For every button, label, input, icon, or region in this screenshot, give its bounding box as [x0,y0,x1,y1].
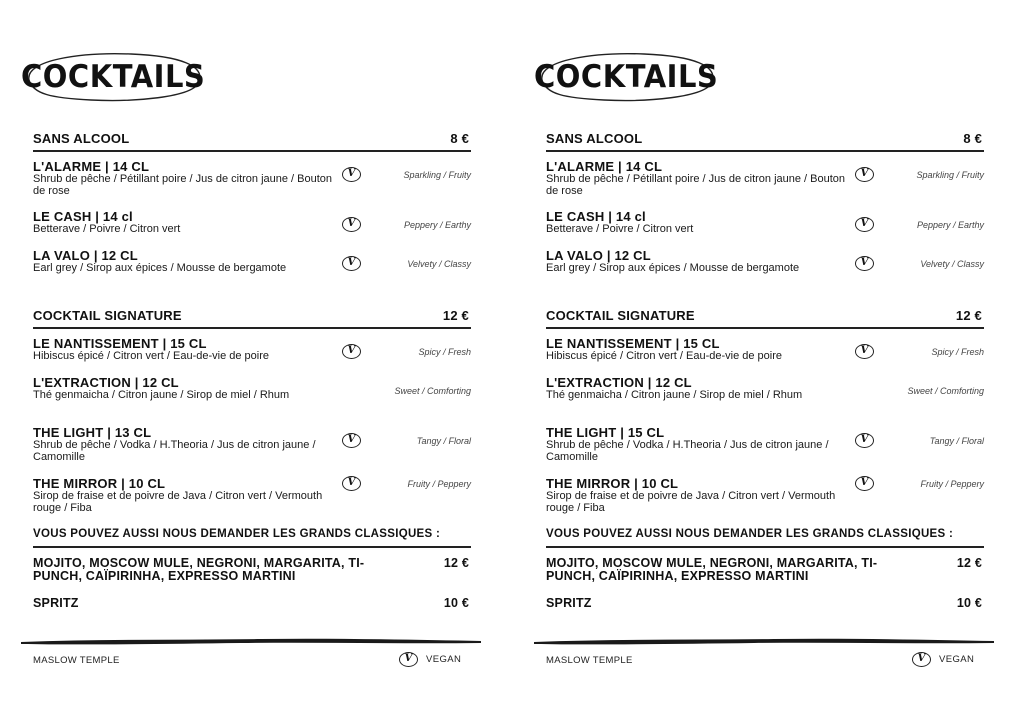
drink-item [546,209,984,249]
vegan-label: VEGAN [939,654,975,665]
vegan-legend [912,652,974,667]
drink-description: Earl grey / Sirop aux épices / Mousse de bergamote [33,262,287,274]
drink-item [546,476,984,516]
section-price: 12 € [955,308,982,323]
drink-item [33,248,471,288]
menu-page-left [21,0,473,720]
drink-description: Shrub de pêche / Vodka / H.Theoria / Jus de citron jaune / Camomille [33,439,316,463]
vegan-icon: V [342,256,361,271]
vegan-icon: V [855,476,874,491]
drink-description: Thé genmaicha / Citron jaune / Sirop de miel / Rhum [546,389,803,401]
section-label: COCKTAIL SIGNATURE [33,308,182,323]
classic-price: 12 € [956,556,982,570]
drink-description: Earl grey / Sirop aux épices / Mousse de bergamote [546,262,800,274]
drink-description: Hibiscus épicé / Citron vert / Eau-de-vie de poire [33,350,269,362]
title-block [21,50,206,102]
section-header [33,131,471,152]
classic-item [546,557,984,583]
vegan-icon: V [855,256,874,271]
drink-description: Hibiscus épicé / Citron vert / Eau-de-vie de poire [546,350,782,362]
classic-item [546,597,984,610]
drink-item [546,159,984,199]
drink-name: LE CASH | 14 cl [546,209,646,224]
section-label: SANS ALCOOL [546,131,643,146]
drink-item [33,375,471,415]
drink-name: LE NANTISSEMENT | 15 CL [33,336,207,351]
section-price: 8 € [450,131,469,146]
brush-stroke-divider [534,636,994,646]
classic-item [33,557,471,583]
drink-item [546,248,984,288]
drink-name: L'EXTRACTION | 12 CL [546,375,692,390]
drink-taste: Sparkling / Fruity [916,170,984,180]
drink-name: THE LIGHT | 15 CL [546,425,665,440]
vegan-icon: V [342,433,361,448]
drink-name: THE MIRROR | 10 CL [546,476,679,491]
classics-heading: VOUS POUVEZ AUSSI NOUS DEMANDER LES GRANDS CLASSIQUES : [546,528,984,548]
classic-name: SPRITZ [546,596,592,610]
section-price: 8 € [963,131,982,146]
drink-taste: Peppery / Earthy [403,220,471,230]
drink-taste: Sweet / Comforting [907,386,984,396]
vegan-icon: V [855,344,874,359]
section-cocktail-signature [33,308,471,329]
drink-name: THE MIRROR | 10 CL [33,476,166,491]
drink-taste: Sweet / Comforting [394,386,471,396]
vegan-icon: V [399,652,418,667]
page-title: COCKTAILS [534,57,719,95]
section-cocktail-signature [546,308,984,329]
drink-taste: Velvety / Classy [920,259,984,269]
section-price: 12 € [442,308,469,323]
classics-heading: VOUS POUVEZ AUSSI NOUS DEMANDER LES GRANDS CLASSIQUES : [33,528,471,548]
drink-item [33,336,471,376]
drink-description: Sirop de fraise et de poivre de Java / Citron vert / Vermouth rouge / Fiba [546,490,836,514]
page-title: COCKTAILS [21,57,206,95]
drink-name: LA VALO | 12 CL [33,248,138,263]
vegan-icon: V [912,652,931,667]
drink-taste: Fruity / Peppery [407,479,471,489]
drink-item [546,425,984,465]
section-sans-alcool [546,131,984,152]
drink-item [33,209,471,249]
drink-name: L'ALARME | 14 CL [33,159,150,174]
classic-price: 10 € [956,596,982,610]
drink-description: Betterave / Poivre / Citron vert [33,223,181,235]
vegan-label: VEGAN [426,654,462,665]
drink-taste: Tangy / Floral [416,436,471,446]
section-sans-alcool [33,131,471,152]
drink-name: LE NANTISSEMENT | 15 CL [546,336,720,351]
drink-description: Shrub de pêche / Pétillant poire / Jus de citron jaune / Bouton de rose [33,173,333,197]
drink-taste: Velvety / Classy [407,259,471,269]
classic-name: MOJITO, MOSCOW MULE, NEGRONI, MARGARITA, TI-PUNCH, CAÏPIRINHA, EXPRESSO MARTINI [546,556,878,583]
drink-item [33,476,471,516]
vegan-icon: V [342,476,361,491]
footer-brand: MASLOW TEMPLE [33,655,120,666]
vegan-icon: V [342,217,361,232]
footer-brand: MASLOW TEMPLE [546,655,633,666]
drink-description: Thé genmaicha / Citron jaune / Sirop de miel / Rhum [33,389,290,401]
vegan-icon: V [855,433,874,448]
classic-price: 10 € [443,596,469,610]
classic-name: MOJITO, MOSCOW MULE, NEGRONI, MARGARITA, TI-PUNCH, CAÏPIRINHA, EXPRESSO MARTINI [33,556,365,583]
drink-name: LA VALO | 12 CL [546,248,651,263]
drink-item [546,336,984,376]
drink-taste: Tangy / Floral [929,436,984,446]
vegan-icon: V [342,344,361,359]
section-label: COCKTAIL SIGNATURE [546,308,695,323]
drink-description: Shrub de pêche / Vodka / H.Theoria / Jus de citron jaune / Camomille [546,439,829,463]
drink-name: LE CASH | 14 cl [33,209,133,224]
drink-item [33,159,471,199]
drink-description: Betterave / Poivre / Citron vert [546,223,694,235]
title-block [534,50,719,102]
vegan-icon: V [342,167,361,182]
drink-description: Shrub de pêche / Pétillant poire / Jus de citron jaune / Bouton de rose [546,173,846,197]
section-label: SANS ALCOOL [33,131,130,146]
vegan-icon: V [855,167,874,182]
drink-item [33,425,471,465]
drink-name: L'ALARME | 14 CL [546,159,663,174]
classic-price: 12 € [443,556,469,570]
section-header [546,308,984,329]
drink-name: L'EXTRACTION | 12 CL [33,375,179,390]
drink-taste: Spicy / Fresh [418,347,471,357]
section-header [546,131,984,152]
vegan-icon: V [855,217,874,232]
menu-page-right [534,0,986,720]
drink-taste: Sparkling / Fruity [403,170,471,180]
drink-name: THE LIGHT | 13 CL [33,425,152,440]
drink-taste: Fruity / Peppery [920,479,984,489]
vegan-legend [399,652,461,667]
drink-description: Sirop de fraise et de poivre de Java / Citron vert / Vermouth rouge / Fiba [33,490,323,514]
drink-item [546,375,984,415]
classic-name: SPRITZ [33,596,79,610]
classic-item [33,597,471,610]
section-header [33,308,471,329]
drink-taste: Peppery / Earthy [916,220,984,230]
brush-stroke-divider [21,636,481,646]
drink-taste: Spicy / Fresh [931,347,984,357]
